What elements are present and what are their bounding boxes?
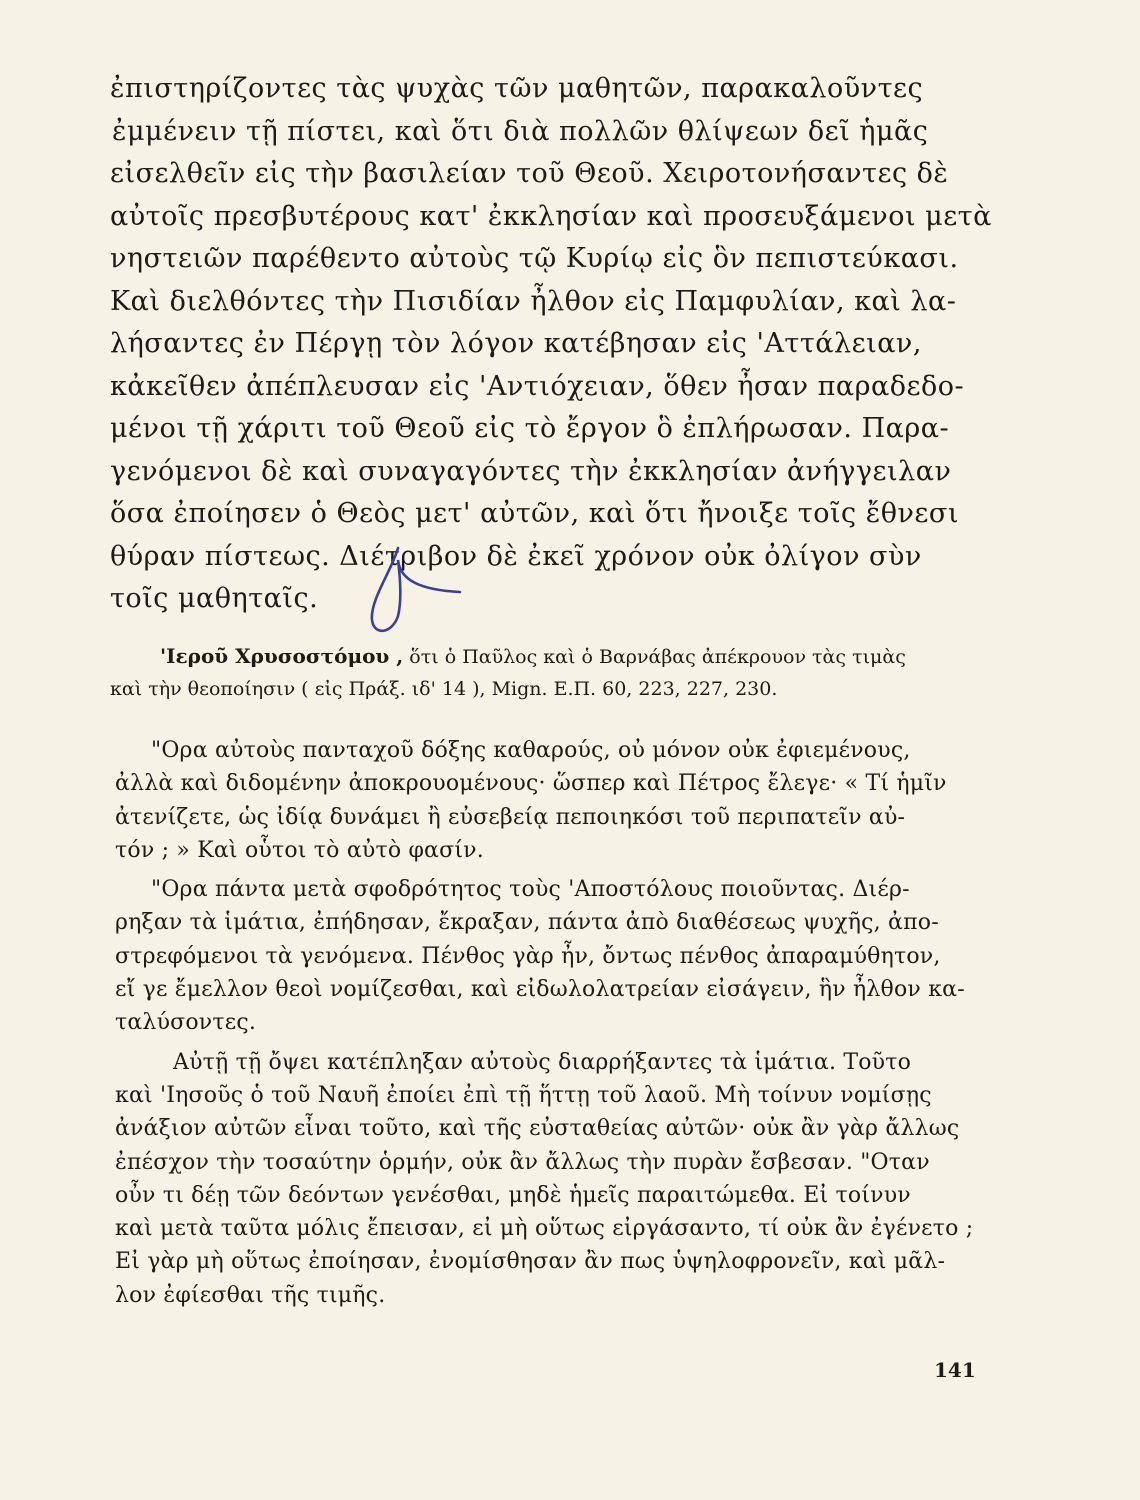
main-text-line: τοῖς μαθηταῖς.: [110, 583, 319, 614]
commentary-line: στρεφόμενοι τὰ γενόμενα. Πένθος γὰρ ἦν, ὄντως πένθος ἀπαραμύθητον,: [115, 943, 941, 969]
commentary-text-block: [115, 734, 975, 1312]
heading-line-1-rest: ὅτι ὁ Παῦλος καὶ ὁ Βαρνάβας ἀπέκρουον τὰς τιμὰς: [403, 646, 906, 668]
heading-author: 'Ιεροῦ Χρυσοστόμου ,: [160, 644, 404, 668]
commentary-paragraph-3: [115, 1046, 975, 1312]
commentary-line: ἀτενίζετε, ὡς ἰδίᾳ δυνάμει ἢ εὐσεβείᾳ πεποιηκόσι τοῦ περιπατεῖν αὐ-: [115, 804, 906, 830]
commentary-line: ἀλλὰ καὶ διδομένην ἀποκρουομένους· ὥσπερ καὶ Πέτρος ἔλεγε· « Τί ἡμῖν: [115, 771, 947, 797]
commentary-heading: [110, 640, 990, 705]
commentary-line: "Ορα αὐτοὺς πανταχοῦ δόξης καθαρούς, οὐ μόνον οὐκ ἐφιεμένους,: [151, 738, 911, 763]
main-text-block: [110, 68, 992, 621]
main-text-line: ἐπιστηρίζοντες τὰς ψυχὰς τῶν μαθητῶν, παρακαλοῦντες: [110, 73, 924, 104]
main-text-line: εἰσελθεῖν εἰς τὴν βασιλείαν τοῦ Θεοῦ. Χειροτονήσαντες δὲ: [110, 158, 949, 189]
main-text-line: αὐτοῖς πρεσβυτέρους κατ' ἐκκλησίαν καὶ προσευξάμενοι μετὰ: [110, 200, 992, 232]
main-text-line: ἐμμένειν τῇ πίστει, καὶ ὅτι διὰ πολλῶν θλίψεων δεῖ ἡμᾶς: [112, 115, 929, 147]
commentary-line: ταλύσοντες.: [115, 1010, 257, 1036]
main-text-line: ὅσα ἐποίησεν ὁ Θεὸς μετ' αὐτῶν, καὶ ὅτι ἤνοιξε τοῖς ἔθνεσι: [110, 498, 959, 529]
commentary-line: καὶ 'Ιησοῦς ὁ τοῦ Ναυῆ ἐποίει ἐπὶ τῇ ἥττῃ τοῦ λαοῦ. Μὴ τοίνυν νομίσῃς: [115, 1082, 932, 1108]
main-text-line: λήσαντες ἐν Πέργῃ τὸν λόγον κατέβησαν εἰς 'Αττάλειαν,: [110, 328, 922, 359]
main-text-line: μένοι τῇ χάριτι τοῦ Θεοῦ εἰς τὸ ἔργον ὃ ἐπλήρωσαν. Παρα-: [110, 413, 950, 444]
page-number: 141: [934, 1358, 976, 1382]
heading-line-1: [160, 640, 990, 673]
commentary-line: Εἰ γὰρ μὴ οὕτως ἐποίησαν, ἐνομίσθησαν ἂν πως ὑψηλοφρονεῖν, καὶ μᾶλ-: [115, 1249, 946, 1275]
commentary-line: τόν ; » Καὶ οὗτοι τὸ αὐτὸ φασίν.: [115, 837, 484, 863]
commentary-line: ἐπέσχον τὴν τοσαύτην ὁρμήν, οὐκ ἂν ἄλλως τὴν πυρὰν ἔσβεσαν. "Οταν: [115, 1149, 930, 1175]
commentary-line: ἀνάξιον αὐτῶν εἶναι τοῦτο, καὶ τῆς εὐσταθείας αὐτῶν· οὐκ ἂν γὰρ ἄλλως: [115, 1116, 960, 1142]
commentary-line: "Ορα πάντα μετὰ σφοδρότητος τοὺς 'Αποστόλους ποιοῦντας. Διέρ-: [151, 877, 910, 903]
commentary-paragraph-1-cont: [115, 767, 975, 867]
commentary-paragraph-1: [115, 734, 975, 767]
commentary-line: καὶ μετὰ ταῦτα μόλις ἔπεισαν, εἰ μὴ οὕτως εἰργάσαντο, τί οὐκ ἂν ἐγένετο ;: [115, 1216, 974, 1242]
commentary-line: εἴ γε ἔμελλον θεοὶ νομίζεσθαι, καὶ εἰδωλολατρείαν εἰσάγειν, ἣν ἦλθον κα-: [115, 977, 965, 1003]
commentary-line: Αὐτῇ τῇ ὄψει κατέπληξαν αὐτοὺς διαρρήξαντες τὰ ἱμάτια. Τοῦτο: [173, 1049, 912, 1075]
main-text-line: γενόμενοι δὲ καὶ συναγαγόντες τὴν ἐκκλησίαν ἀνήγγειλαν: [110, 455, 952, 487]
heading-line-2: καὶ τὴν θεοποίησιν ( εἰς Πράξ. ιδ' 14 ), Mign. Ε.Π. 60, 223, 227, 230.: [110, 678, 778, 700]
commentary-line: ρηξαν τὰ ἱμάτια, ἐπήδησαν, ἔκραξαν, πάντα ἀπὸ διαθέσεως ψυχῆς, ἀπο-: [115, 910, 939, 936]
commentary-line: οὖν τι δέῃ τῶν δεόντων γενέσθαι, μηδὲ ἡμεῖς παραιτώμεθα. Εἰ τοίνυν: [115, 1182, 911, 1208]
main-text-line: κἀκεῖθεν ἀπέπλευσαν εἰς 'Αντιόχειαν, ὅθεν ἦσαν παραδεδο-: [110, 370, 965, 402]
commentary-paragraph-2: [115, 873, 975, 1039]
main-text-line: Καὶ διελθόντες τὴν Πισιδίαν ἦλθον εἰς Παμφυλίαν, καὶ λα-: [110, 285, 957, 317]
main-text-line: θύραν πίστεως. Διέτριβον δὲ ἐκεῖ χρόνον οὐκ ὀλίγον σὺν: [110, 540, 922, 572]
commentary-line: λον ἐφίεσθαι τῆς τιμῆς.: [115, 1282, 386, 1308]
main-text-line: νηστειῶν παρέθεντο αὐτοὺς τῷ Κυρίῳ εἰς ὃν πεπιστεύκασι.: [110, 243, 959, 274]
